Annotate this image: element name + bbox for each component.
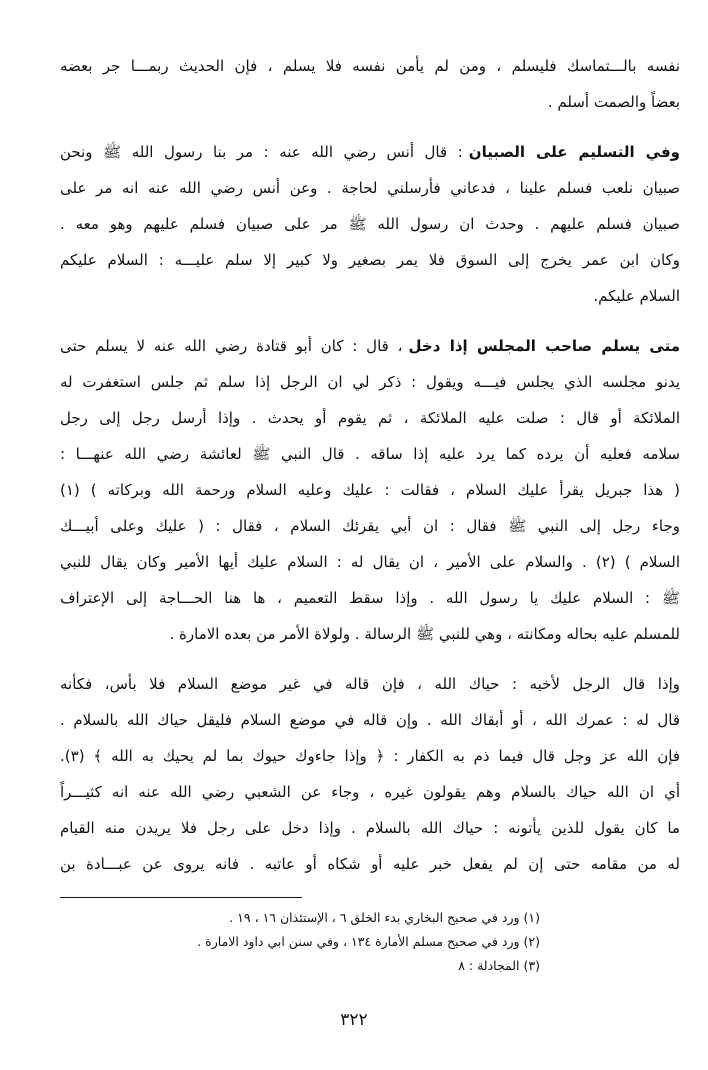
- text-line: قال له : عمرك الله ، أو أبقاك الله . وإن قاله في موضع السلام فليقل حياك الله بالسلام .: [60, 711, 680, 729]
- text-line: السلام عليكم.: [593, 287, 680, 305]
- text-line: سلامه فعليه أن يرده كما يرد عليه إذا ساقه . قال النبي ﷺ لعائشة رضي الله عنهـــا :: [60, 445, 680, 463]
- footnote: (٣) المجادلة : ٨: [458, 958, 540, 973]
- page-number: ٣٢٢: [340, 1010, 368, 1030]
- footnote-divider: [60, 897, 302, 898]
- text-line: فإن الله عز وجل قال فيما ذم به الكفار : ﴿ وإذا جاءوك حيوك بما لم يحيك به الله ﴾ (٣).: [60, 747, 680, 765]
- text-line: للمسلم عليه بحاله ومكانته ، وهي للنبي ﷺ الرسالة . ولولاة الأمر من بعده الامارة .: [169, 625, 680, 643]
- text-line: صبيان نلعب فسلم علينا ، فدعاني فأرسلني لحاجة . وعن أنس رضي الله عنه انه مر على: [60, 179, 680, 197]
- paragraph-continuation: [60, 48, 680, 120]
- text-line: السلام ) (٢) . والسلام على الأمير ، ان يقال له : السلام عليك أيها الأمير وكان يقال للنبي: [60, 553, 680, 571]
- text-line: يدنو مجلسه الذي يجلس فيـــه ويقول : ذكر لي ان الرجل إذا سلم ثم جلس استغفرت له: [60, 373, 680, 391]
- text-line: الملائكة أو قال : صلت عليه الملائكة ، ثم يقوم أو يحدث . وإذا أرسل رجل إلى رجل: [60, 409, 680, 427]
- footnote: (١) ورد في صحيح البخاري بدء الخلق ٦ ، الإستئذان ١٦ ، ١٩ .: [229, 910, 540, 925]
- text-line-rest: : قال أنس رضي الله عنه : مر بنا رسول الله ﷺ ونحن: [60, 143, 463, 161]
- text-line: صبيان فسلم عليهم . وحدث ان رسول الله ﷺ مر على صبيان فسلم عليهم وهو معه .: [60, 215, 680, 233]
- text-line: ﷺ : السلام عليك يا رسول الله . وإذا سقط التعميم ، ها هنا الحـــاجة إلى الإعتراف: [60, 589, 680, 607]
- text-line: وكان ابن عمر يخرج إلى السوق فلا يمر بصغير ولا كبير إلا سلم عليـــه : السلام عليكم: [60, 251, 680, 269]
- text-line: أي ان الله حياك بالسلام وهم يقولون غيره ، وجاء عن الشعبي رضي الله عنه انه كثيـــراً: [60, 783, 680, 801]
- text-line: [60, 328, 680, 364]
- text-line: ( هذا جبريل يقرأ عليك السلام ، فقالت : عليك وعليه السلام ورحمة الله وبركاته ) (١): [60, 481, 680, 499]
- text-line-rest: ، قال : كان أبو قتادة رضي الله عنه لا يسلم حتى: [60, 337, 403, 355]
- section-heading: متى يسلم صاحب المجلس إذا دخل: [408, 337, 680, 355]
- paragraph-host-greeting: [60, 328, 680, 652]
- body-text: [60, 48, 680, 896]
- text-line: ما كان يقول للذين يأتونه : حياك الله بالسلام . وإذا دخل على رجل فلا يريدن منه القيام: [60, 819, 680, 837]
- text-line: وإذا قال الرجل لأخيه : حياك الله ، فإن قاله في غير موضع السلام فلا بأس، فكأنه: [60, 675, 680, 693]
- footnotes: [60, 906, 540, 978]
- text-line: نفسه بالـــتماسك فليسلم ، ومن لم يأمن نفسه فلا يسلم ، فإن الحديث ربمـــا جر بعضه: [60, 57, 680, 75]
- text-line: [60, 134, 680, 170]
- paragraph-greeting-children: [60, 134, 680, 314]
- section-heading: وفي التسليم على الصبيان: [468, 143, 680, 161]
- text-line: له من مقامه حتى إن لم يفعل خبر عليه أو شكاه أو عاتبه . فانه يروى عن عبـــادة بن: [60, 855, 680, 873]
- text-line: بعضاً والصمت أسلم .: [547, 93, 680, 111]
- footnote: (٢) ورد في صحيح مسلم الأمارة ١٣٤ ، وفي سنن ابي داود الامارة .: [197, 934, 540, 949]
- paragraph-hayyak-allah: [60, 666, 680, 882]
- text-line: وجاء رجل إلى النبي ﷺ فقال : ان أبي يقرئك السلام ، فقال : ( عليك وعلى أبيـــك: [60, 517, 680, 535]
